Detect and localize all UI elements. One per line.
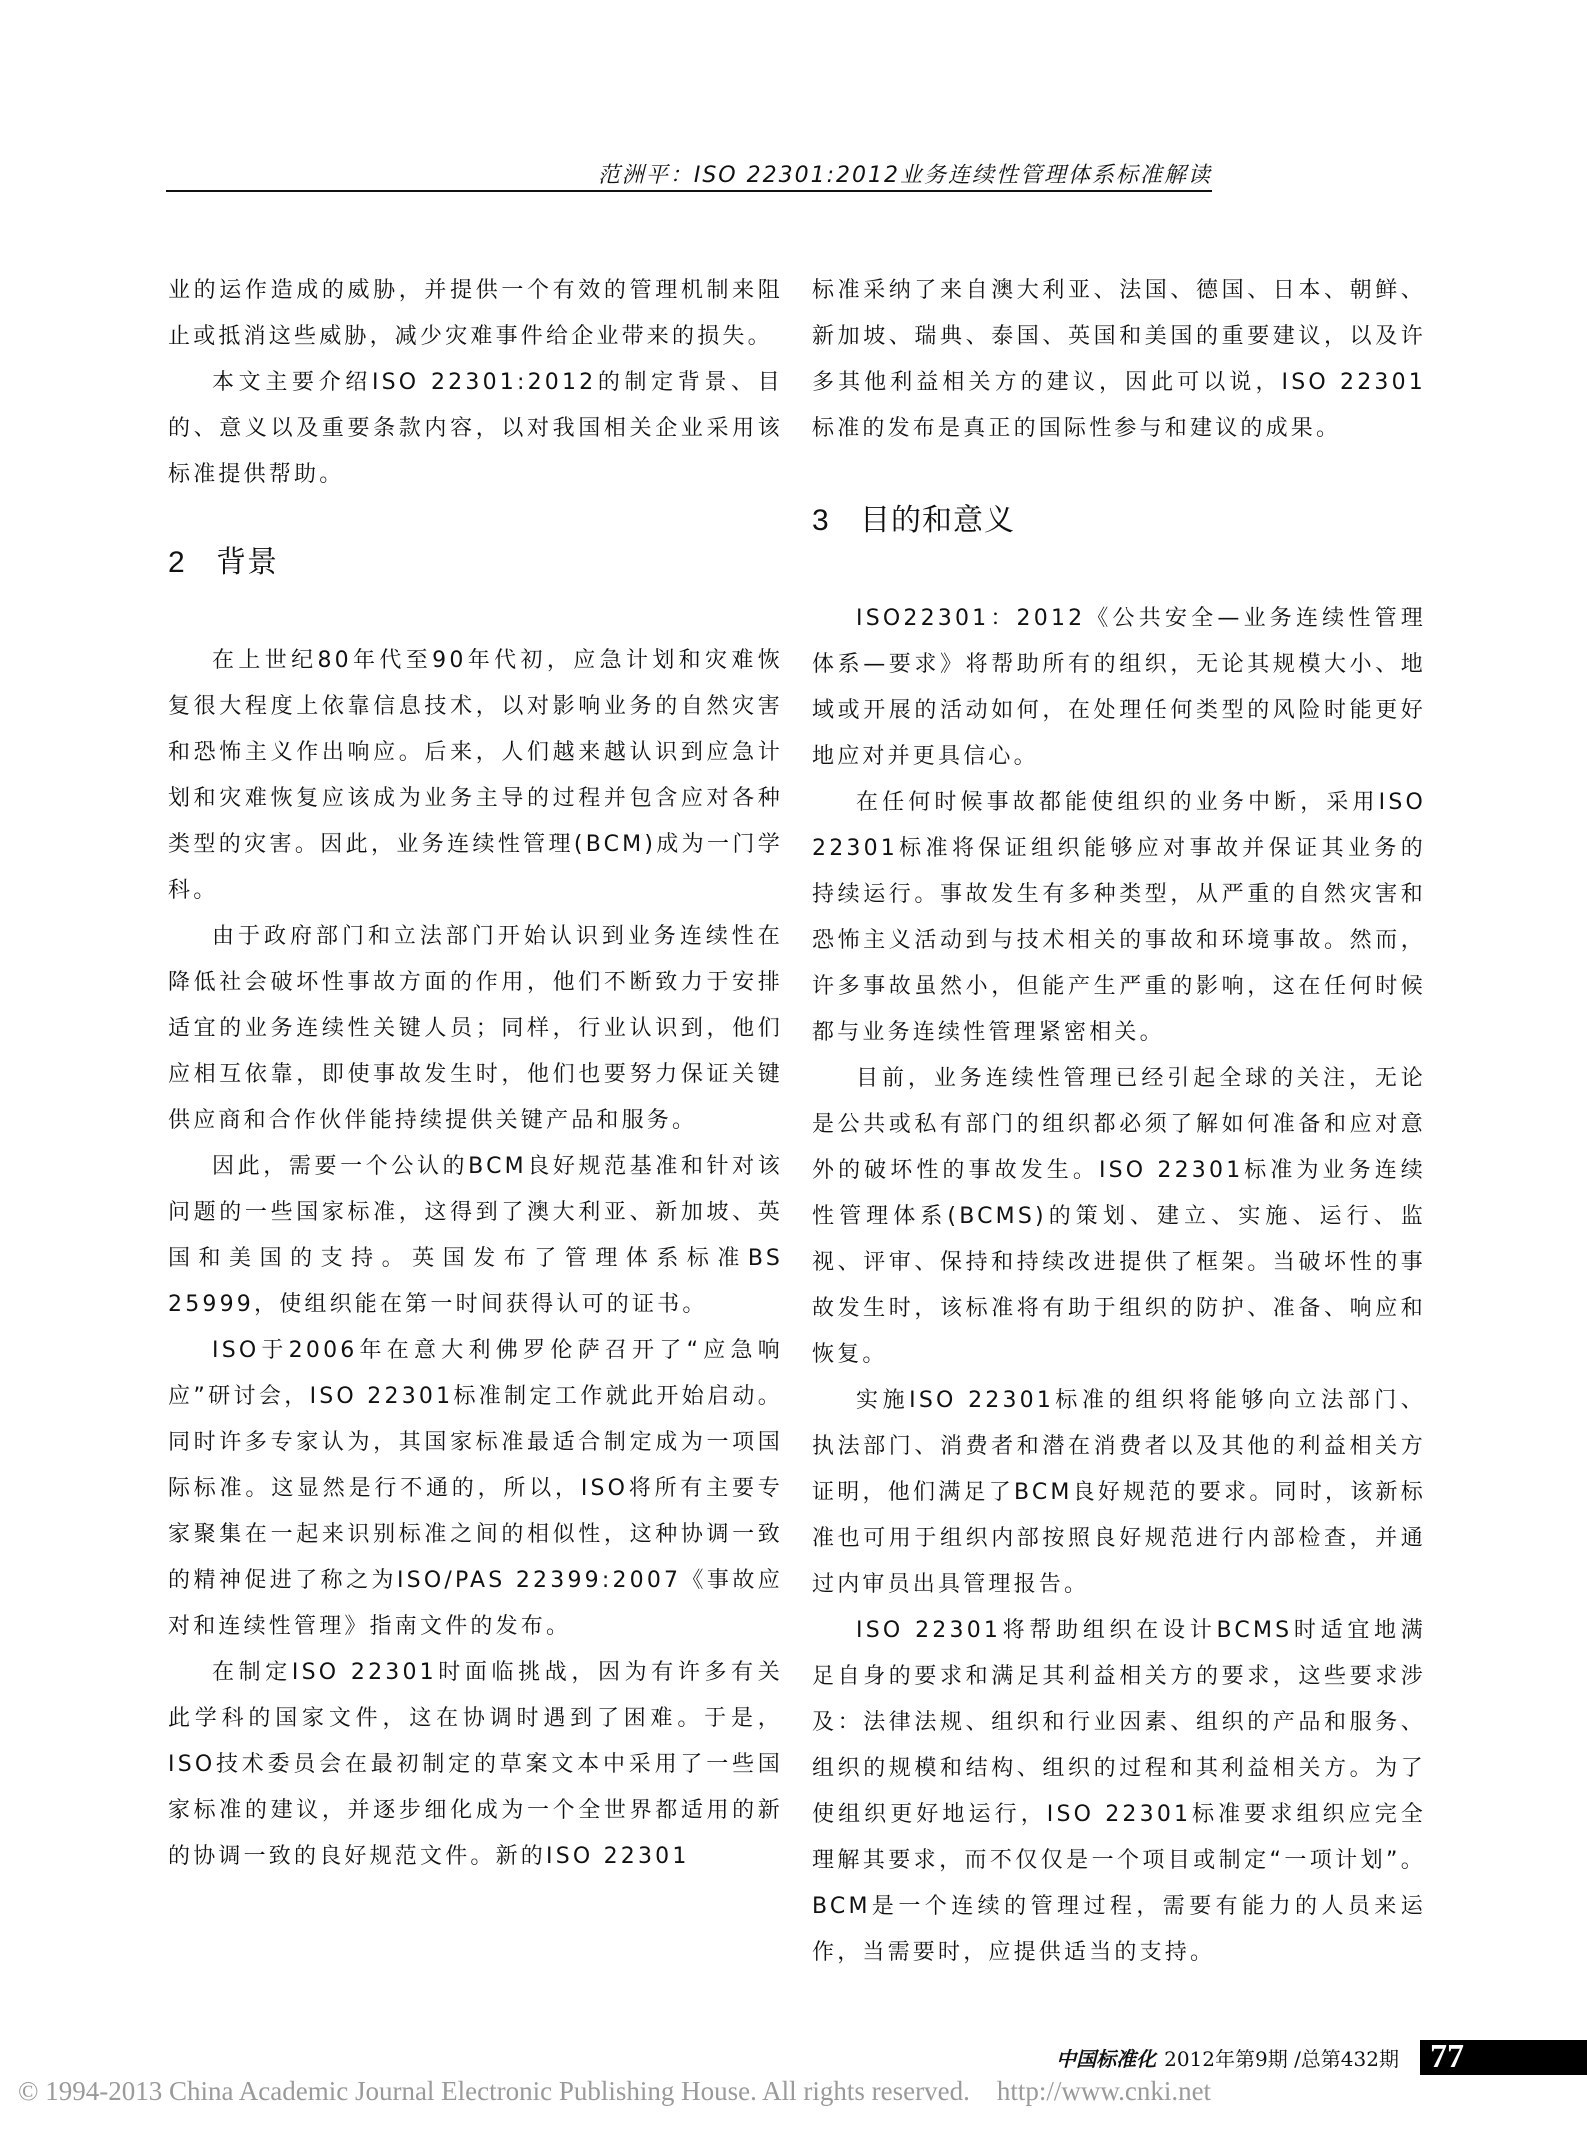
footer-journal-info xyxy=(1056,2043,1399,2072)
paragraph: 在任何时候事故都能使组织的业务中断，采用ISO 22301标准将保证组织能够应对事故并保证其业务的持续运行。事故发生有多种类型，从严重的自然灾害和恐怖主义活动到与技术相关的事故和环境事故。然而，许多事故虽然小，但能产生严重的影响，这在任何时候都与业务连续性管理紧密相关。 xyxy=(812,790,1426,1045)
paragraph: 实施ISO 22301标准的组织将能够向立法部门、执法部门、消费者和潜在消费者以及其他的利益相关方证明，他们满足了BCM良好规范的要求。同时，该新标准也可用于组织内部按照良好规范进行内部检查，并通过内审员出具管理报告。 xyxy=(812,1388,1426,1597)
header-rule xyxy=(166,190,1212,192)
running-header-title: 范洲平：ISO 22301:2012业务连续性管理体系标准解读 xyxy=(597,163,1212,188)
section-number: 2 xyxy=(168,546,186,579)
paragraph: 本文主要介绍ISO 22301:2012的制定背景、目的、意义以及重要条款内容，以对我国相关企业采用该标准提供帮助。 xyxy=(168,370,783,487)
page-number-box xyxy=(1420,2040,1587,2075)
paragraph: 目前，业务连续性管理已经引起全球的关注，无论是公共或私有部门的组织都必须了解如何准备和应对意外的破坏性的事故发生。ISO 22301标准为业务连续性管理体系(BCMS)的策划、建立、实施、运行、监视、评审、保持和持续改进提供了框架。当破坏性的事故发生时，该标准将有助于组织的防护、准备、响应和恢复。 xyxy=(812,1066,1426,1367)
journal-name: 中国标准化 xyxy=(1056,2047,1157,2071)
paragraph: 因此，需要一个公认的BCM良好规范基准和针对该问题的一些国家标准，这得到了澳大利亚、新加坡、英国和美国的支持。英国发布了管理体系标准BS 25999，使组织能在第一时间获得认可的证书。 xyxy=(168,1154,783,1317)
right-column xyxy=(812,268,1426,1976)
left-column xyxy=(168,268,783,1880)
copyright-notice: © 1994-2013 China Academic Journal Electronic Publishing House. All rights reserved. http://www.cnki.net xyxy=(18,2076,1212,2106)
paragraph: ISO 22301将帮助组织在设计BCMS时适宜地满足自身的要求和满足其利益相关方的要求，这些要求涉及：法律法规、组织和行业因素、组织的产品和服务、组织的规模和结构、组织的过程和其利益相关方。为了使组织更好地运行，ISO 22301标准要求组织应完全理解其要求，而不仅仅是一个项目或制定“一项计划”。BCM是一个连续的管理过程，需要有能力的人员来运作，当需要时，应提供适当的支持。 xyxy=(812,1618,1426,1965)
page-number: 77 xyxy=(1430,2038,1464,2075)
section-title: 背景 xyxy=(216,546,278,579)
paragraph: ISO于2006年在意大利佛罗伦萨召开了“应急响应”研讨会，ISO 22301标准制定工作就此开始启动。同时许多专家认为，其国家标准最适合制定成为一项国际标准。这显然是行不通的，所以，ISO将所有主要专家聚集在一起来识别标准之间的相似性，这种协调一致的精神促进了称之为ISO/PAS 22399:2007《事故应对和连续性管理》指南文件的发布。 xyxy=(168,1338,783,1639)
journal-issue: 2012年第9期 /总第432期 xyxy=(1164,2047,1399,2071)
paragraph: 标准采纳了来自澳大利亚、法国、德国、日本、朝鲜、新加坡、瑞典、泰国、英国和美国的重要建议，以及许多其他利益相关方的建议，因此可以说，ISO 22301标准的发布是真正的国际性参与和建议的成果。 xyxy=(812,278,1426,441)
paragraph: ISO22301：2012《公共安全—业务连续性管理体系—要求》将帮助所有的组织，无论其规模大小、地域或开展的活动如何，在处理任何类型的风险时能更好地应对并更具信心。 xyxy=(812,606,1426,769)
section-number: 3 xyxy=(812,504,830,537)
section-heading-2 xyxy=(168,540,783,586)
paragraph: 在制定ISO 22301时面临挑战，因为有许多有关此学科的国家文件，这在协调时遇到了困难。于是，ISO技术委员会在最初制定的草案文本中采用了一些国家标准的建议，并逐步细化成为一个全世界都适用的新的协调一致的良好规范文件。新的ISO 22301 xyxy=(168,1660,783,1869)
section-heading-3 xyxy=(812,498,1426,544)
paragraph: 在上世纪80年代至90年代初，应急计划和灾难恢复很大程度上依靠信息技术，以对影响业务的自然灾害和恐怖主义作出响应。后来，人们越来越认识到应急计划和灾难恢复应该成为业务主导的过程并包含应对各种类型的灾害。因此，业务连续性管理(BCM)成为一门学科。 xyxy=(168,648,783,903)
section-title: 目的和意义 xyxy=(860,504,1015,537)
paragraph: 由于政府部门和立法部门开始认识到业务连续性在降低社会破坏性事故方面的作用，他们不断致力于安排适宜的业务连续性关键人员；同样，行业认识到，他们应相互依靠，即使事故发生时，他们也要努力保证关键供应商和合作伙伴能持续提供关键产品和服务。 xyxy=(168,924,783,1133)
paragraph: 业的运作造成的威胁，并提供一个有效的管理机制来阻止或抵消这些威胁，减少灾难事件给企业带来的损失。 xyxy=(168,278,783,349)
